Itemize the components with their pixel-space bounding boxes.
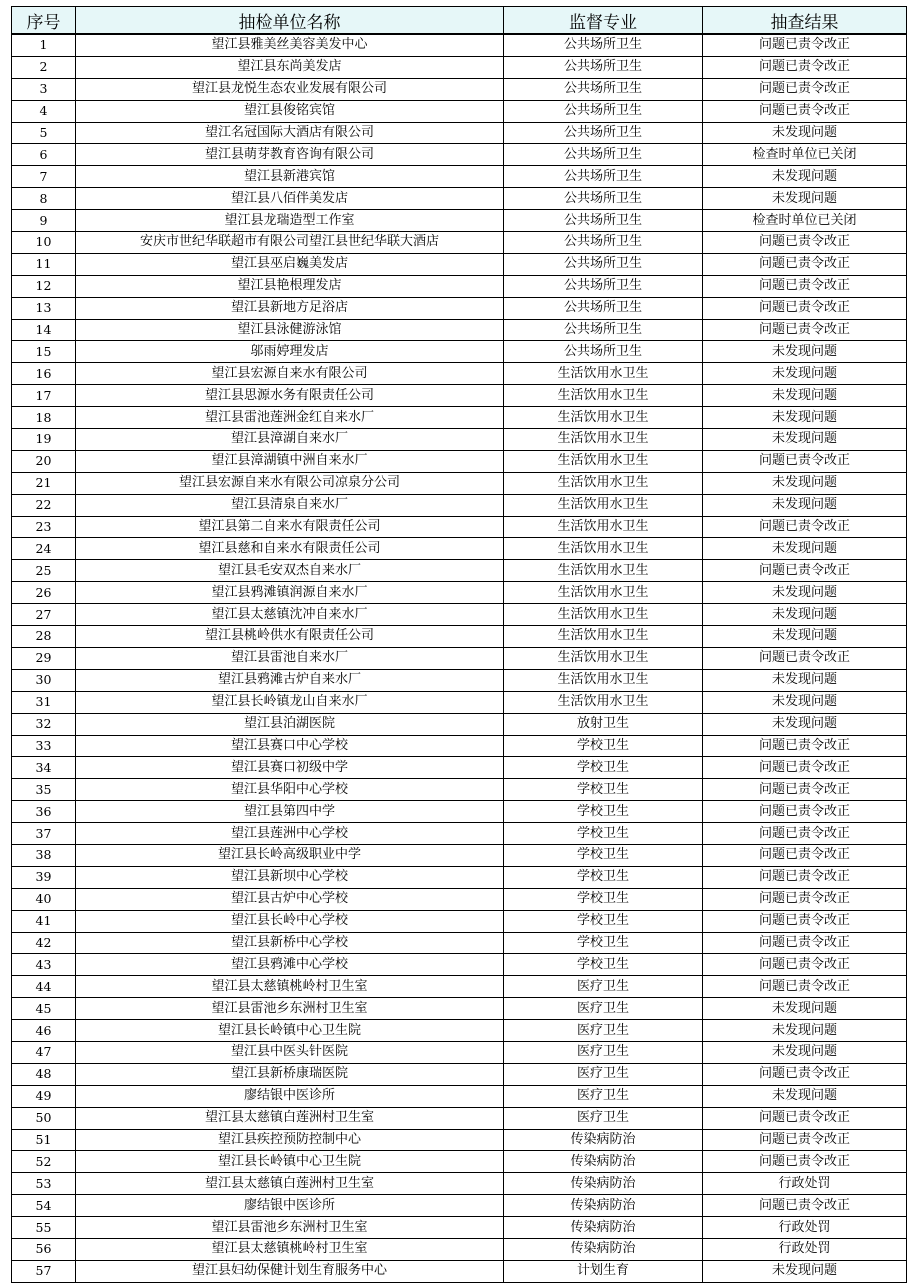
cell-unit-name: 望江县俊铭宾馆 <box>76 100 504 122</box>
cell-serial: 39 <box>12 866 76 888</box>
table-row <box>12 34 907 56</box>
cell-result: 问题已责令改正 <box>703 232 907 254</box>
cell-unit-name: 望江县长岭镇龙山自来水厂 <box>76 691 504 713</box>
cell-unit-name: 望江县中医头针医院 <box>76 1041 504 1063</box>
cell-unit-name: 望江县雷池自来水厂 <box>76 647 504 669</box>
cell-unit-name: 望江县毛安双杰自来水厂 <box>76 560 504 582</box>
cell-unit-name: 望江县龙悦生态农业发展有限公司 <box>76 78 504 100</box>
header-row <box>12 7 907 35</box>
cell-unit-name: 望江县慈和自来水有限责任公司 <box>76 538 504 560</box>
cell-unit-name: 望江县长岭高级职业中学 <box>76 844 504 866</box>
cell-serial: 14 <box>12 319 76 341</box>
cell-serial: 23 <box>12 516 76 538</box>
cell-result: 问题已责令改正 <box>703 1151 907 1173</box>
inspection-results-table <box>11 6 907 1283</box>
cell-unit-name: 望江县华阳中心学校 <box>76 779 504 801</box>
cell-result: 问题已责令改正 <box>703 735 907 757</box>
cell-serial: 42 <box>12 932 76 954</box>
cell-result: 问题已责令改正 <box>703 560 907 582</box>
table-row <box>12 341 907 363</box>
cell-unit-name: 望江县东尚美发店 <box>76 56 504 78</box>
cell-result: 问题已责令改正 <box>703 757 907 779</box>
table-row <box>12 1173 907 1195</box>
cell-unit-name: 廖结银中医诊所 <box>76 1085 504 1107</box>
cell-specialty: 公共场所卫生 <box>504 275 703 297</box>
cell-result: 未发现问题 <box>703 341 907 363</box>
table-row <box>12 1107 907 1129</box>
cell-unit-name: 望江县漳湖镇中洲自来水厂 <box>76 450 504 472</box>
header-unit-name: 抽检单位名称 <box>76 7 504 35</box>
cell-result: 未发现问题 <box>703 998 907 1020</box>
table-row <box>12 253 907 275</box>
cell-serial: 56 <box>12 1238 76 1260</box>
cell-unit-name: 望江县宏源自来水有限公司 <box>76 363 504 385</box>
table-row <box>12 1129 907 1151</box>
cell-result: 行政处罚 <box>703 1217 907 1239</box>
cell-result: 问题已责令改正 <box>703 319 907 341</box>
cell-unit-name: 望江县鸦滩古炉自来水厂 <box>76 669 504 691</box>
cell-serial: 46 <box>12 1020 76 1042</box>
cell-specialty: 生活饮用水卫生 <box>504 494 703 516</box>
cell-result: 未发现问题 <box>703 669 907 691</box>
cell-specialty: 传染病防治 <box>504 1129 703 1151</box>
table-row <box>12 582 907 604</box>
cell-specialty: 医疗卫生 <box>504 998 703 1020</box>
cell-serial: 27 <box>12 604 76 626</box>
cell-unit-name: 望江县古炉中心学校 <box>76 888 504 910</box>
table-row <box>12 1238 907 1260</box>
cell-result: 未发现问题 <box>703 188 907 210</box>
cell-serial: 21 <box>12 472 76 494</box>
cell-specialty: 传染病防治 <box>504 1217 703 1239</box>
table-row <box>12 626 907 648</box>
cell-specialty: 生活饮用水卫生 <box>504 560 703 582</box>
cell-specialty: 医疗卫生 <box>504 1107 703 1129</box>
cell-serial: 48 <box>12 1063 76 1085</box>
cell-serial: 13 <box>12 297 76 319</box>
cell-unit-name: 望江县第四中学 <box>76 801 504 823</box>
table-row <box>12 604 907 626</box>
cell-serial: 16 <box>12 363 76 385</box>
cell-unit-name: 望江县雷池乡东洲村卫生室 <box>76 1217 504 1239</box>
cell-unit-name: 望江县莲洲中心学校 <box>76 823 504 845</box>
cell-serial: 53 <box>12 1173 76 1195</box>
cell-result: 未发现问题 <box>703 166 907 188</box>
cell-serial: 54 <box>12 1195 76 1217</box>
cell-serial: 45 <box>12 998 76 1020</box>
cell-serial: 17 <box>12 385 76 407</box>
cell-serial: 51 <box>12 1129 76 1151</box>
cell-unit-name: 望江县艳根理发店 <box>76 275 504 297</box>
cell-specialty: 公共场所卫生 <box>504 297 703 319</box>
cell-specialty: 传染病防治 <box>504 1173 703 1195</box>
cell-specialty: 学校卫生 <box>504 932 703 954</box>
cell-result: 问题已责令改正 <box>703 56 907 78</box>
cell-unit-name: 望江县太慈镇桃岭村卫生室 <box>76 976 504 998</box>
cell-serial: 43 <box>12 954 76 976</box>
table-row <box>12 647 907 669</box>
table-row <box>12 232 907 254</box>
cell-result: 问题已责令改正 <box>703 954 907 976</box>
cell-serial: 24 <box>12 538 76 560</box>
cell-unit-name: 望江县新港宾馆 <box>76 166 504 188</box>
cell-result: 问题已责令改正 <box>703 932 907 954</box>
cell-specialty: 生活饮用水卫生 <box>504 385 703 407</box>
cell-unit-name: 望江县第二自来水有限责任公司 <box>76 516 504 538</box>
cell-unit-name: 望江县萌芽教育咨询有限公司 <box>76 144 504 166</box>
cell-unit-name: 望江县赛口中心学校 <box>76 735 504 757</box>
cell-specialty: 生活饮用水卫生 <box>504 582 703 604</box>
cell-unit-name: 望江名冠国际大酒店有限公司 <box>76 122 504 144</box>
table-row <box>12 801 907 823</box>
table-row <box>12 122 907 144</box>
table-row <box>12 1195 907 1217</box>
cell-result: 未发现问题 <box>703 1085 907 1107</box>
cell-result: 未发现问题 <box>703 691 907 713</box>
cell-serial: 1 <box>12 34 76 56</box>
cell-specialty: 公共场所卫生 <box>504 100 703 122</box>
cell-result: 未发现问题 <box>703 626 907 648</box>
cell-serial: 5 <box>12 122 76 144</box>
cell-specialty: 医疗卫生 <box>504 1063 703 1085</box>
cell-unit-name: 望江县雷池乡东洲村卫生室 <box>76 998 504 1020</box>
cell-specialty: 学校卫生 <box>504 910 703 932</box>
cell-result: 未发现问题 <box>703 1041 907 1063</box>
cell-specialty: 生活饮用水卫生 <box>504 538 703 560</box>
table-row <box>12 297 907 319</box>
cell-result: 问题已责令改正 <box>703 297 907 319</box>
cell-result: 问题已责令改正 <box>703 450 907 472</box>
cell-specialty: 公共场所卫生 <box>504 166 703 188</box>
cell-unit-name: 望江县鸦滩中心学校 <box>76 954 504 976</box>
cell-unit-name: 望江县巫启巍美发店 <box>76 253 504 275</box>
cell-specialty: 公共场所卫生 <box>504 56 703 78</box>
cell-specialty: 公共场所卫生 <box>504 341 703 363</box>
cell-unit-name: 望江县龙瑞造型工作室 <box>76 210 504 232</box>
cell-serial: 10 <box>12 232 76 254</box>
cell-specialty: 学校卫生 <box>504 823 703 845</box>
cell-unit-name: 望江县雷池莲洲金红自来水厂 <box>76 407 504 429</box>
table-row <box>12 100 907 122</box>
cell-specialty: 学校卫生 <box>504 866 703 888</box>
cell-unit-name: 廖结银中医诊所 <box>76 1195 504 1217</box>
cell-specialty: 医疗卫生 <box>504 1020 703 1042</box>
cell-unit-name: 望江县妇幼保健计划生育服务中心 <box>76 1260 504 1282</box>
cell-unit-name: 望江县漳湖自来水厂 <box>76 429 504 451</box>
cell-serial: 38 <box>12 844 76 866</box>
cell-unit-name: 望江县八佰伴美发店 <box>76 188 504 210</box>
cell-result: 问题已责令改正 <box>703 647 907 669</box>
table-row <box>12 691 907 713</box>
cell-result: 未发现问题 <box>703 604 907 626</box>
cell-serial: 11 <box>12 253 76 275</box>
cell-unit-name: 望江县长岭镇中心卫生院 <box>76 1151 504 1173</box>
cell-unit-name: 望江县雅美丝美容美发中心 <box>76 34 504 56</box>
cell-unit-name: 望江县新桥中心学校 <box>76 932 504 954</box>
table-row <box>12 932 907 954</box>
cell-specialty: 医疗卫生 <box>504 1085 703 1107</box>
cell-result: 问题已责令改正 <box>703 823 907 845</box>
cell-result: 未发现问题 <box>703 538 907 560</box>
table-row <box>12 450 907 472</box>
cell-specialty: 学校卫生 <box>504 888 703 910</box>
table-row <box>12 1020 907 1042</box>
table-row <box>12 363 907 385</box>
cell-result: 问题已责令改正 <box>703 34 907 56</box>
cell-specialty: 学校卫生 <box>504 779 703 801</box>
cell-specialty: 传染病防治 <box>504 1238 703 1260</box>
cell-result: 未发现问题 <box>703 1260 907 1282</box>
cell-unit-name: 望江县新地方足浴店 <box>76 297 504 319</box>
cell-specialty: 公共场所卫生 <box>504 253 703 275</box>
table-row <box>12 844 907 866</box>
cell-specialty: 学校卫生 <box>504 954 703 976</box>
cell-serial: 2 <box>12 56 76 78</box>
table-row <box>12 560 907 582</box>
cell-result: 未发现问题 <box>703 429 907 451</box>
cell-serial: 7 <box>12 166 76 188</box>
cell-specialty: 生活饮用水卫生 <box>504 604 703 626</box>
cell-specialty: 生活饮用水卫生 <box>504 691 703 713</box>
table-row <box>12 954 907 976</box>
cell-result: 问题已责令改正 <box>703 1063 907 1085</box>
cell-unit-name: 望江县太慈镇白莲洲村卫生室 <box>76 1107 504 1129</box>
table-row <box>12 779 907 801</box>
cell-result: 未发现问题 <box>703 407 907 429</box>
cell-serial: 50 <box>12 1107 76 1129</box>
cell-specialty: 学校卫生 <box>504 757 703 779</box>
cell-serial: 37 <box>12 823 76 845</box>
cell-serial: 8 <box>12 188 76 210</box>
cell-serial: 3 <box>12 78 76 100</box>
cell-serial: 12 <box>12 275 76 297</box>
cell-result: 未发现问题 <box>703 494 907 516</box>
table-row <box>12 910 907 932</box>
cell-specialty: 计划生育 <box>504 1260 703 1282</box>
cell-serial: 33 <box>12 735 76 757</box>
cell-specialty: 公共场所卫生 <box>504 144 703 166</box>
cell-unit-name: 望江县长岭镇中心卫生院 <box>76 1020 504 1042</box>
cell-specialty: 传染病防治 <box>504 1195 703 1217</box>
cell-specialty: 生活饮用水卫生 <box>504 450 703 472</box>
cell-serial: 4 <box>12 100 76 122</box>
cell-specialty: 学校卫生 <box>504 844 703 866</box>
table-row <box>12 713 907 735</box>
cell-serial: 57 <box>12 1260 76 1282</box>
table-row <box>12 757 907 779</box>
cell-result: 问题已责令改正 <box>703 779 907 801</box>
table-row <box>12 56 907 78</box>
cell-specialty: 生活饮用水卫生 <box>504 472 703 494</box>
table-row <box>12 735 907 757</box>
cell-result: 行政处罚 <box>703 1238 907 1260</box>
cell-result: 问题已责令改正 <box>703 1129 907 1151</box>
cell-result: 问题已责令改正 <box>703 866 907 888</box>
header-result: 抽查结果 <box>703 7 907 35</box>
cell-specialty: 生活饮用水卫生 <box>504 429 703 451</box>
cell-specialty: 生活饮用水卫生 <box>504 647 703 669</box>
cell-specialty: 学校卫生 <box>504 801 703 823</box>
cell-serial: 28 <box>12 626 76 648</box>
table-row <box>12 538 907 560</box>
cell-specialty: 生活饮用水卫生 <box>504 626 703 648</box>
cell-unit-name: 望江县鸦滩镇润源自来水厂 <box>76 582 504 604</box>
cell-serial: 15 <box>12 341 76 363</box>
cell-result: 问题已责令改正 <box>703 253 907 275</box>
cell-serial: 47 <box>12 1041 76 1063</box>
cell-result: 未发现问题 <box>703 472 907 494</box>
cell-result: 未发现问题 <box>703 713 907 735</box>
table-row <box>12 472 907 494</box>
cell-result: 问题已责令改正 <box>703 888 907 910</box>
cell-unit-name: 望江县太慈镇桃岭村卫生室 <box>76 1238 504 1260</box>
cell-serial: 34 <box>12 757 76 779</box>
cell-serial: 49 <box>12 1085 76 1107</box>
cell-specialty: 传染病防治 <box>504 1151 703 1173</box>
table-row <box>12 976 907 998</box>
table-row <box>12 1063 907 1085</box>
cell-serial: 18 <box>12 407 76 429</box>
cell-result: 检查时单位已关闭 <box>703 144 907 166</box>
table-row <box>12 1260 907 1282</box>
cell-unit-name: 望江县思源水务有限责任公司 <box>76 385 504 407</box>
cell-specialty: 学校卫生 <box>504 735 703 757</box>
cell-result: 行政处罚 <box>703 1173 907 1195</box>
cell-serial: 35 <box>12 779 76 801</box>
cell-specialty: 公共场所卫生 <box>504 34 703 56</box>
cell-specialty: 生活饮用水卫生 <box>504 669 703 691</box>
cell-result: 未发现问题 <box>703 385 907 407</box>
cell-unit-name: 望江县疾控预防控制中心 <box>76 1129 504 1151</box>
cell-result: 问题已责令改正 <box>703 516 907 538</box>
table-row <box>12 1217 907 1239</box>
cell-serial: 25 <box>12 560 76 582</box>
table-row <box>12 407 907 429</box>
header-serial: 序号 <box>12 7 76 35</box>
cell-result: 问题已责令改正 <box>703 1107 907 1129</box>
cell-unit-name: 望江县赛口初级中学 <box>76 757 504 779</box>
cell-specialty: 生活饮用水卫生 <box>504 363 703 385</box>
table-row <box>12 998 907 1020</box>
cell-serial: 55 <box>12 1217 76 1239</box>
table-row <box>12 888 907 910</box>
table-row <box>12 319 907 341</box>
cell-unit-name: 邬雨婷理发店 <box>76 341 504 363</box>
cell-specialty: 公共场所卫生 <box>504 122 703 144</box>
cell-result: 未发现问题 <box>703 582 907 604</box>
cell-result: 未发现问题 <box>703 363 907 385</box>
cell-serial: 29 <box>12 647 76 669</box>
cell-result: 问题已责令改正 <box>703 910 907 932</box>
table-row <box>12 494 907 516</box>
cell-unit-name: 望江县宏源自来水有限公司凉泉分公司 <box>76 472 504 494</box>
table-row <box>12 429 907 451</box>
cell-result: 问题已责令改正 <box>703 100 907 122</box>
cell-result: 问题已责令改正 <box>703 275 907 297</box>
cell-result: 未发现问题 <box>703 122 907 144</box>
cell-serial: 31 <box>12 691 76 713</box>
cell-unit-name: 望江县新坝中心学校 <box>76 866 504 888</box>
table-body <box>12 34 907 1282</box>
cell-unit-name: 望江县长岭中心学校 <box>76 910 504 932</box>
cell-result: 检查时单位已关闭 <box>703 210 907 232</box>
cell-serial: 26 <box>12 582 76 604</box>
cell-serial: 20 <box>12 450 76 472</box>
table-row <box>12 823 907 845</box>
cell-unit-name: 望江县清泉自来水厂 <box>76 494 504 516</box>
table-row <box>12 1085 907 1107</box>
cell-result: 问题已责令改正 <box>703 78 907 100</box>
table-row <box>12 78 907 100</box>
cell-serial: 52 <box>12 1151 76 1173</box>
cell-serial: 30 <box>12 669 76 691</box>
cell-serial: 32 <box>12 713 76 735</box>
table-row <box>12 669 907 691</box>
header-specialty: 监督专业 <box>504 7 703 35</box>
cell-result: 未发现问题 <box>703 1020 907 1042</box>
table-row <box>12 385 907 407</box>
cell-serial: 36 <box>12 801 76 823</box>
table-row <box>12 166 907 188</box>
cell-serial: 40 <box>12 888 76 910</box>
cell-unit-name: 望江县太慈镇沈冲自来水厂 <box>76 604 504 626</box>
cell-specialty: 放射卫生 <box>504 713 703 735</box>
cell-specialty: 生活饮用水卫生 <box>504 516 703 538</box>
cell-serial: 44 <box>12 976 76 998</box>
cell-result: 问题已责令改正 <box>703 844 907 866</box>
table-row <box>12 144 907 166</box>
cell-unit-name: 安庆市世纪华联超市有限公司望江县世纪华联大酒店 <box>76 232 504 254</box>
table-row <box>12 516 907 538</box>
cell-result: 问题已责令改正 <box>703 976 907 998</box>
cell-serial: 9 <box>12 210 76 232</box>
cell-specialty: 公共场所卫生 <box>504 78 703 100</box>
table-row <box>12 1041 907 1063</box>
table-row <box>12 1151 907 1173</box>
cell-unit-name: 望江县桃岭供水有限责任公司 <box>76 626 504 648</box>
cell-unit-name: 望江县泳健游泳馆 <box>76 319 504 341</box>
cell-result: 问题已责令改正 <box>703 801 907 823</box>
cell-specialty: 公共场所卫生 <box>504 319 703 341</box>
cell-serial: 22 <box>12 494 76 516</box>
table-row <box>12 275 907 297</box>
cell-result: 问题已责令改正 <box>703 1195 907 1217</box>
cell-serial: 6 <box>12 144 76 166</box>
cell-specialty: 生活饮用水卫生 <box>504 407 703 429</box>
table-row <box>12 188 907 210</box>
table-row <box>12 866 907 888</box>
table-row <box>12 210 907 232</box>
cell-unit-name: 望江县新桥康瑞医院 <box>76 1063 504 1085</box>
cell-specialty: 公共场所卫生 <box>504 232 703 254</box>
cell-unit-name: 望江县泊湖医院 <box>76 713 504 735</box>
cell-serial: 41 <box>12 910 76 932</box>
cell-serial: 19 <box>12 429 76 451</box>
cell-specialty: 公共场所卫生 <box>504 188 703 210</box>
cell-specialty: 公共场所卫生 <box>504 210 703 232</box>
cell-specialty: 医疗卫生 <box>504 1041 703 1063</box>
cell-specialty: 医疗卫生 <box>504 976 703 998</box>
cell-unit-name: 望江县太慈镇白莲洲村卫生室 <box>76 1173 504 1195</box>
